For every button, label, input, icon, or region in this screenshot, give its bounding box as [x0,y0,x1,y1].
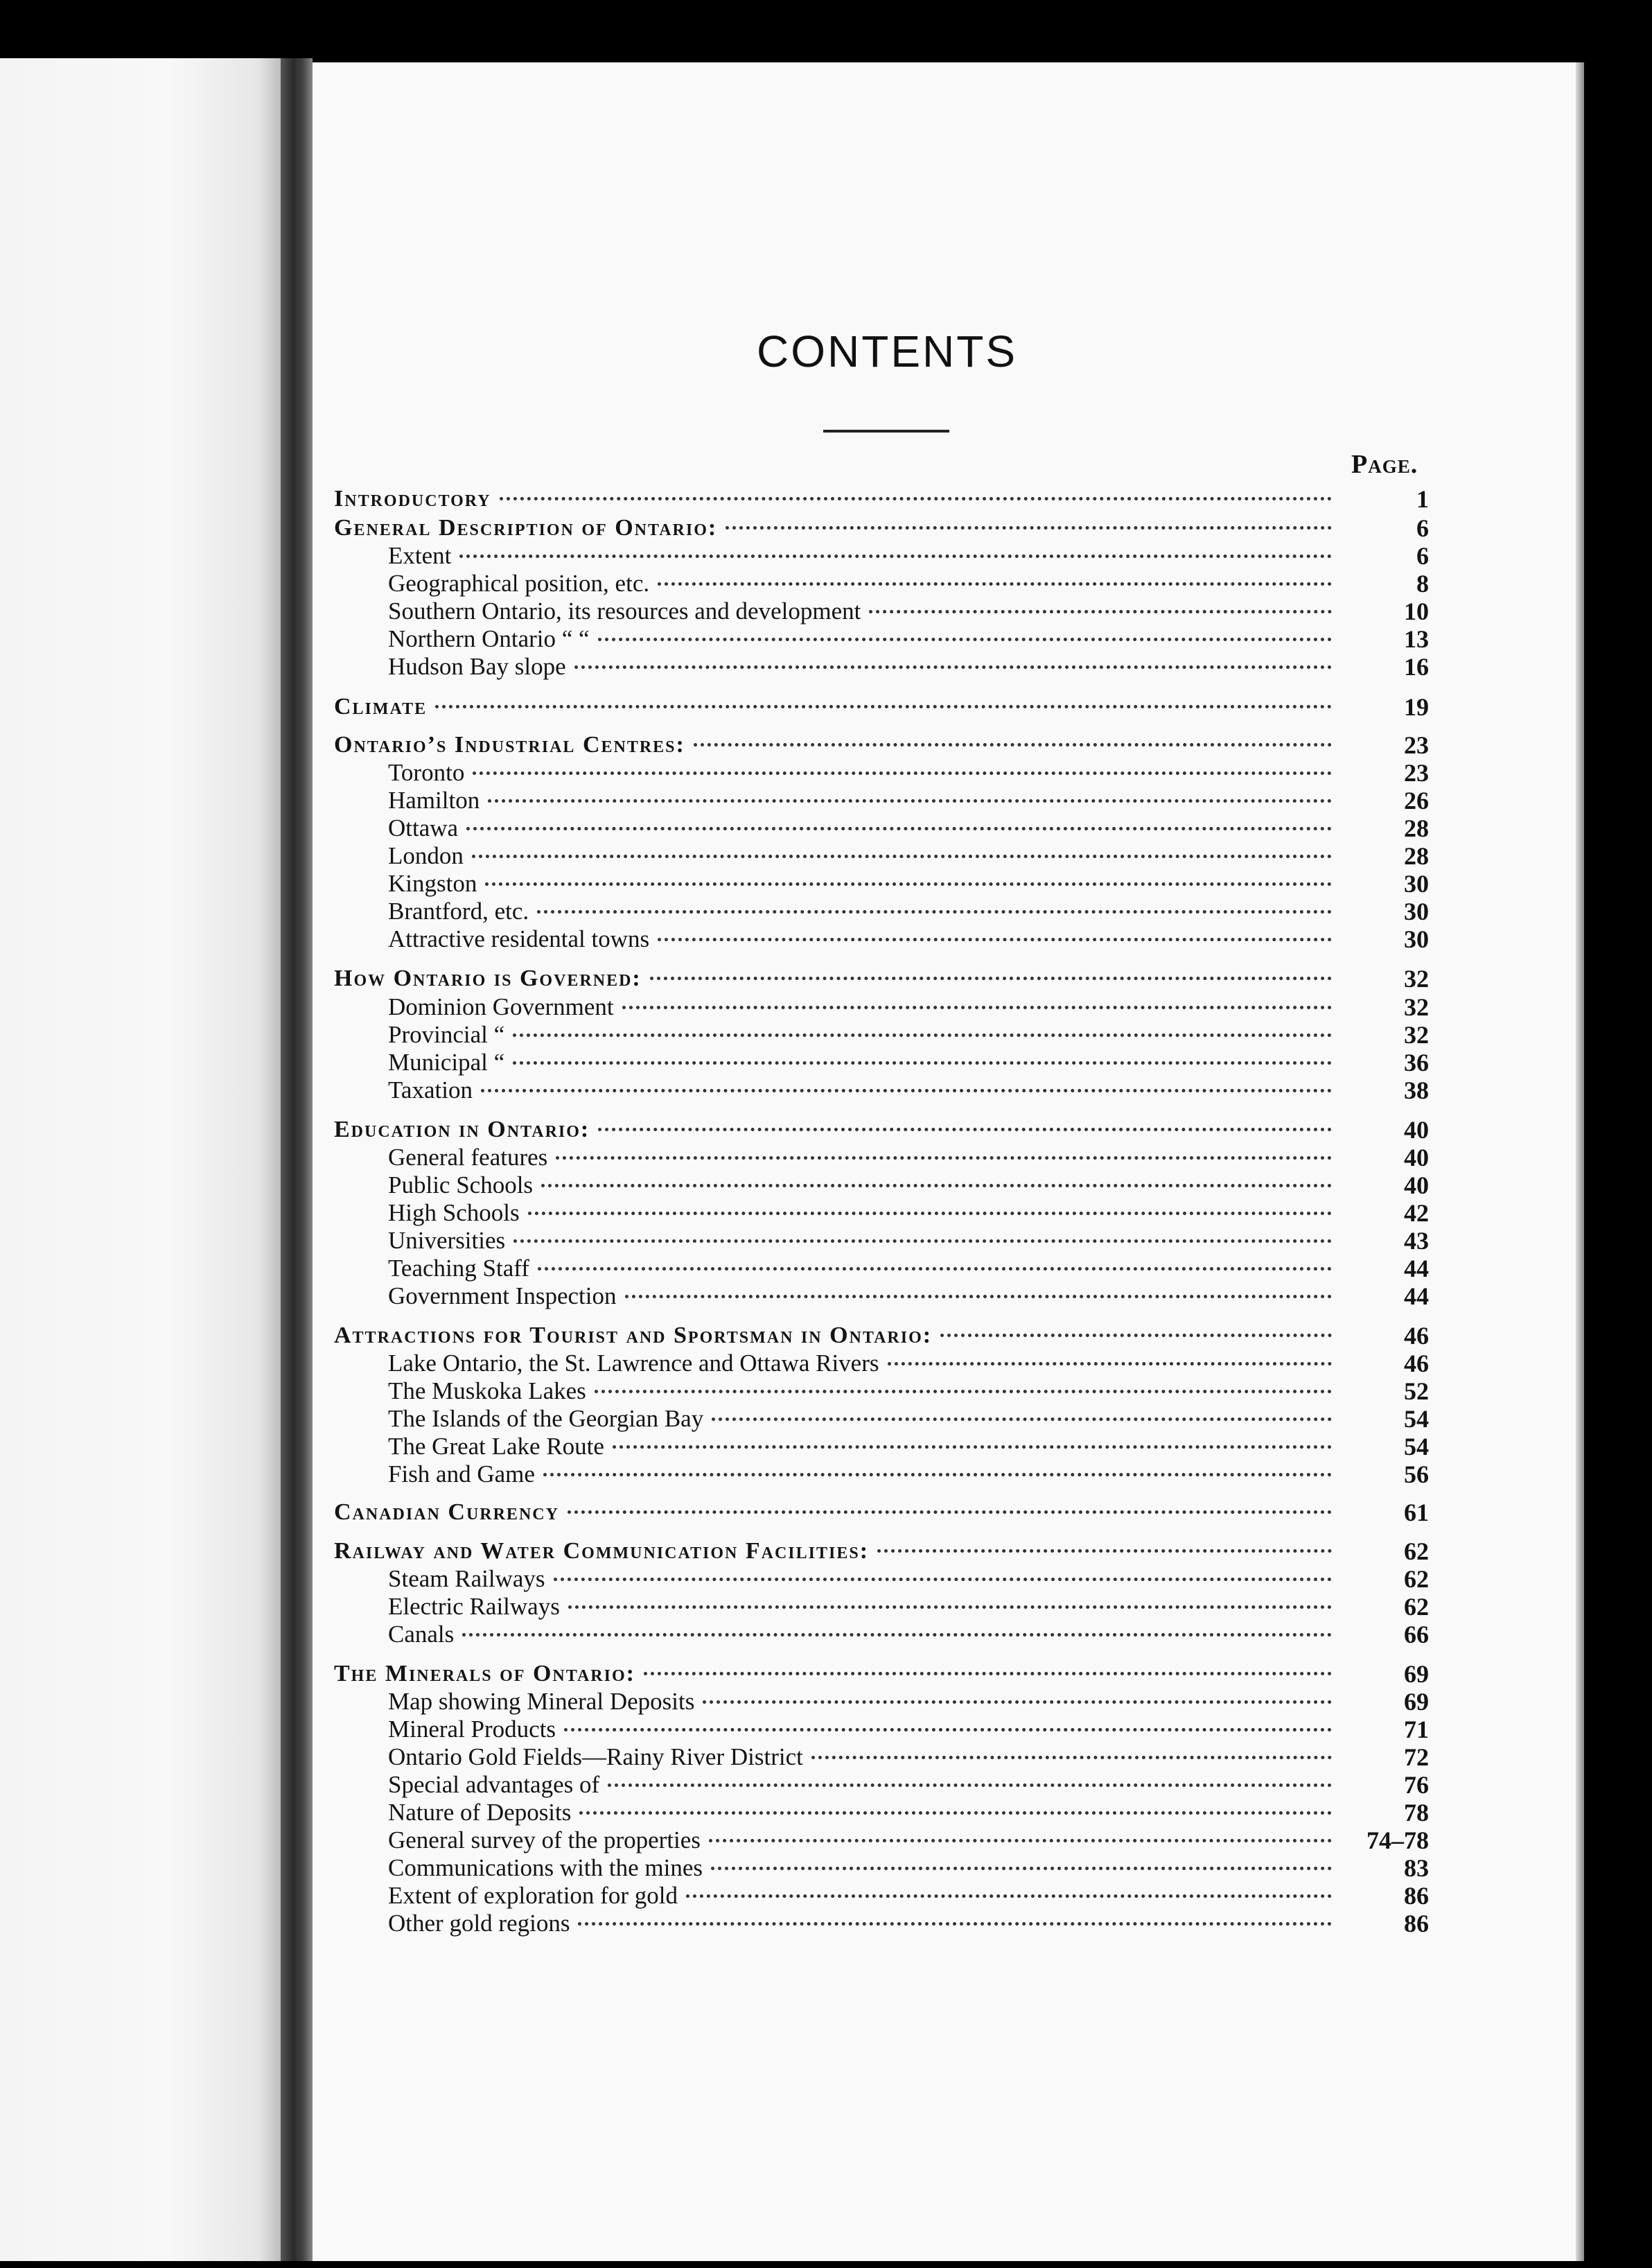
toc-subentry [388,570,1429,597]
toc-page-number: 8 [1416,570,1429,597]
dot-leader [473,771,1332,775]
toc-entry-label: Nature of Deposits [388,1799,572,1826]
toc-subentry [388,759,1429,787]
toc-page-number: 54 [1404,1405,1429,1433]
dot-leader [622,1006,1332,1009]
dot-leader [541,1184,1332,1187]
page-column-label: Page. [1351,450,1418,479]
dot-leader [712,1418,1332,1421]
toc-page-number: 40 [1404,1144,1429,1171]
toc-subentry [388,870,1429,898]
dot-leader [513,1239,1332,1243]
toc-subentry [388,542,1429,570]
toc-entry-label: Other gold regions [388,1910,570,1937]
toc-entry-label: Attractions for Tourist and Sportsman in Ontario: [334,1323,933,1348]
toc-entry-label: Geographical position, etc. [388,570,650,597]
toc-subentry [388,653,1429,681]
toc-page-number: 46 [1404,1322,1429,1350]
toc-entry-label: The Muskoka Lakes [388,1377,586,1404]
dot-leader [595,1390,1332,1393]
toc-page-number: 30 [1404,898,1429,925]
dot-leader [528,1212,1332,1215]
toc-page-number: 52 [1404,1377,1429,1405]
dot-leader [500,497,1332,500]
toc-section-entry [334,731,1429,759]
toc-page-number: 62 [1404,1593,1429,1621]
toc-entry-label: Attractive residental towns [388,925,650,952]
dot-leader [466,827,1332,830]
toc-page-number: 44 [1404,1255,1429,1282]
toc-entry-label: Communications with the mines [388,1854,703,1881]
dot-leader [574,665,1332,669]
toc-section-entry [334,1660,1429,1688]
dot-leader [625,1295,1333,1298]
toc-subentry [388,597,1429,625]
toc-entry-label: Map showing Mineral Deposits [388,1688,695,1715]
toc-subentry [388,1771,1429,1799]
toc-entry-label: Provincial “ [388,1021,505,1048]
toc-page-number: 40 [1404,1116,1429,1144]
toc-subentry [388,1688,1429,1716]
toc-page-number: 26 [1404,787,1429,814]
toc-subentry [388,625,1429,653]
toc-subentry [388,1565,1429,1593]
dot-leader [598,638,1332,641]
toc-entry-label: Taxation [388,1076,473,1104]
dot-leader [513,1033,1332,1037]
toc-page-number: 43 [1404,1227,1429,1255]
toc-entry-label: Ontario Gold Fields—Rainy River District [388,1743,803,1770]
toc-subentry [388,1405,1429,1433]
toc-entry-label: Public Schools [388,1171,534,1198]
toc-entry-label: Canadian Currency [334,1499,559,1525]
toc-entry-label: Special advantages of [388,1771,600,1798]
toc-page-number: 32 [1404,1021,1429,1049]
toc-entry-label: General survey of the properties [388,1826,701,1853]
toc-entry-label: Kingston [388,870,477,897]
toc-subentry [388,1799,1429,1826]
toc-entry-label: Climate [334,694,428,719]
toc-page-number: 54 [1404,1433,1429,1460]
toc-section-entry [334,485,1429,513]
dot-leader [537,910,1332,914]
toc-entry-label: The Minerals of Ontario: [334,1661,635,1686]
toc-subentry [388,1227,1429,1255]
toc-subentry [388,1049,1429,1076]
toc-entry-label: Hudson Bay slope [388,653,566,680]
dot-leader [703,1700,1332,1704]
toc-page-number: 28 [1404,842,1429,870]
dot-leader [538,1267,1332,1271]
toc-section-entry [334,693,1429,721]
toc-subentry [388,1593,1429,1621]
toc-subentry [388,1743,1429,1771]
toc-page-number: 76 [1404,1771,1429,1799]
toc-page-number: 23 [1404,759,1429,787]
toc-entry-label: Extent of exploration for gold [388,1882,678,1909]
toc-page-number: 6 [1416,514,1429,542]
toc-subentry [388,814,1429,842]
toc-entry-label: Electric Railways [388,1593,560,1620]
dot-leader [726,526,1332,530]
toc-page-number: 71 [1404,1716,1429,1743]
toc-subentry [388,1021,1429,1049]
toc-entry-label: Toronto [388,759,465,786]
toc-page-number: 23 [1404,731,1429,759]
toc-section-entry [334,514,1429,542]
toc-page-number: 72 [1404,1743,1429,1771]
dot-leader [709,1839,1332,1842]
toc-page-number: 74–78 [1367,1826,1429,1854]
toc-page-number: 61 [1404,1499,1429,1526]
toc-entry-label: Dominion Government [388,993,614,1020]
dot-leader [579,1811,1332,1815]
toc-subentry [388,1716,1429,1743]
dot-leader [435,705,1332,708]
toc-subentry [388,1144,1429,1171]
toc-section-entry [334,1537,1429,1565]
toc-subentry [388,842,1429,870]
dot-leader [459,555,1332,558]
dot-leader [940,1334,1332,1337]
dot-leader [485,882,1332,886]
toc-entry-label: Fish and Game [388,1460,535,1488]
toc-page-number: 19 [1404,693,1429,721]
toc-page-number: 56 [1404,1460,1429,1488]
toc-subentry [388,1199,1429,1227]
toc-page-number: 83 [1404,1854,1429,1882]
toc-section-entry [334,1499,1429,1526]
toc-section-entry [334,965,1429,993]
toc-page-number: 30 [1404,925,1429,953]
dot-leader [554,1578,1333,1581]
toc-subentry [388,787,1429,814]
toc-page-number: 10 [1404,597,1429,625]
toc-page-number: 6 [1416,542,1429,570]
toc-page-number: 86 [1404,1882,1429,1910]
dot-leader [472,855,1332,858]
dot-leader [481,1089,1332,1092]
toc-page-number: 69 [1404,1660,1429,1688]
toc-entry-label: Municipal “ [388,1049,505,1076]
toc-page-number: 1 [1416,485,1429,513]
toc-subentry [388,1433,1429,1460]
toc-entry-label: Steam Railways [388,1565,545,1592]
toc-entry-label: Ontario’s Industrial Centres: [334,732,685,758]
toc-subentry [388,1910,1429,1937]
toc-subentry [388,1882,1429,1910]
toc-subentry [388,1282,1429,1310]
toc-subentry [388,1350,1429,1377]
toc-entry-label: General features [388,1144,548,1171]
toc-entry-label: Hamilton [388,787,480,814]
dot-leader [650,977,1332,980]
toc-section-entry [334,1322,1429,1350]
toc-page-number: 62 [1404,1565,1429,1593]
toc-subentry [388,925,1429,953]
dot-leader [877,1549,1332,1553]
toc-page-number: 16 [1404,653,1429,681]
toc-entry-label: Brantford, etc. [388,898,529,925]
dot-leader [568,1605,1332,1609]
dot-leader [564,1728,1332,1731]
toc-entry-label: Mineral Products [388,1716,556,1743]
dot-leader [658,938,1332,941]
dot-leader [513,1061,1332,1065]
toc-page-number: 28 [1404,814,1429,842]
toc-page-number: 66 [1404,1621,1429,1648]
toc-page-number: 78 [1404,1799,1429,1826]
dot-leader [568,1510,1332,1514]
toc-entry-label: Extent [388,542,452,569]
toc-entry-label: How Ontario is Governed: [334,966,642,991]
toc-entry-label: Universities [388,1227,506,1254]
toc-page-number: 38 [1404,1076,1429,1104]
toc-page-number: 69 [1404,1688,1429,1716]
dot-leader [543,1473,1332,1476]
toc-entry-label: General Description of Ontario: [334,515,718,541]
dot-leader [888,1362,1333,1366]
toc-entry-label: London [388,842,464,869]
toc-entry-label: The Great Lake Route [388,1433,604,1460]
toc-subentry [388,993,1429,1021]
toc-page-number: 36 [1404,1049,1429,1076]
dot-leader [711,1867,1332,1870]
toc-subentry [388,1255,1429,1282]
toc-entry-label: Education in Ontario: [334,1117,590,1142]
toc-page-number: 46 [1404,1350,1429,1377]
dot-leader [644,1672,1332,1675]
toc-page-number: 42 [1404,1199,1429,1227]
toc-page-number: 44 [1404,1282,1429,1310]
toc-subentry [388,1171,1429,1199]
dot-leader [462,1633,1332,1637]
dot-leader [488,799,1332,803]
toc-page-number: 32 [1404,993,1429,1021]
dot-leader [556,1156,1332,1160]
dot-leader [869,610,1332,613]
toc-subentry [388,1621,1429,1648]
dot-leader [694,743,1332,747]
dot-leader [613,1445,1332,1449]
dot-leader [578,1922,1332,1926]
dot-leader [811,1756,1332,1759]
toc-page-number: 62 [1404,1537,1429,1565]
toc-entry-label: Northern Ontario “ “ [388,625,590,652]
toc-subentry [388,1826,1429,1854]
toc-entry-label: The Islands of the Georgian Bay [388,1405,704,1432]
dot-leader [658,582,1332,586]
toc-entry-label: Ottawa [388,814,459,841]
toc-entry-label: Government Inspection [388,1282,617,1309]
toc-entry-label: Teaching Staff [388,1255,529,1282]
dot-leader [686,1894,1332,1898]
toc-subentry [388,1377,1429,1405]
toc-page-number: 30 [1404,870,1429,898]
toc-page-number: 86 [1404,1910,1429,1937]
toc-subentry [388,898,1429,925]
toc-page-number: 32 [1404,965,1429,993]
toc-page-number: 40 [1404,1171,1429,1199]
dot-leader [608,1783,1332,1787]
toc-subentry [388,1076,1429,1104]
toc-subentry [388,1460,1429,1488]
toc-entry-label: High Schools [388,1199,520,1226]
toc-entry-label: Southern Ontario, its resources and development [388,597,861,625]
toc-entry-label: Canals [388,1621,455,1648]
toc-entry-label: Railway and Water Communication Facilities: [334,1538,870,1564]
toc-entry-label: Lake Ontario, the St. Lawrence and Ottawa Rivers [388,1350,879,1377]
toc-page-number: 13 [1404,625,1429,653]
page-title: CONTENTS [757,326,1017,376]
dot-leader [598,1128,1332,1131]
toc-subentry [388,1854,1429,1882]
toc-section-entry [334,1116,1429,1144]
toc-entry-label: Introductory [334,486,491,512]
